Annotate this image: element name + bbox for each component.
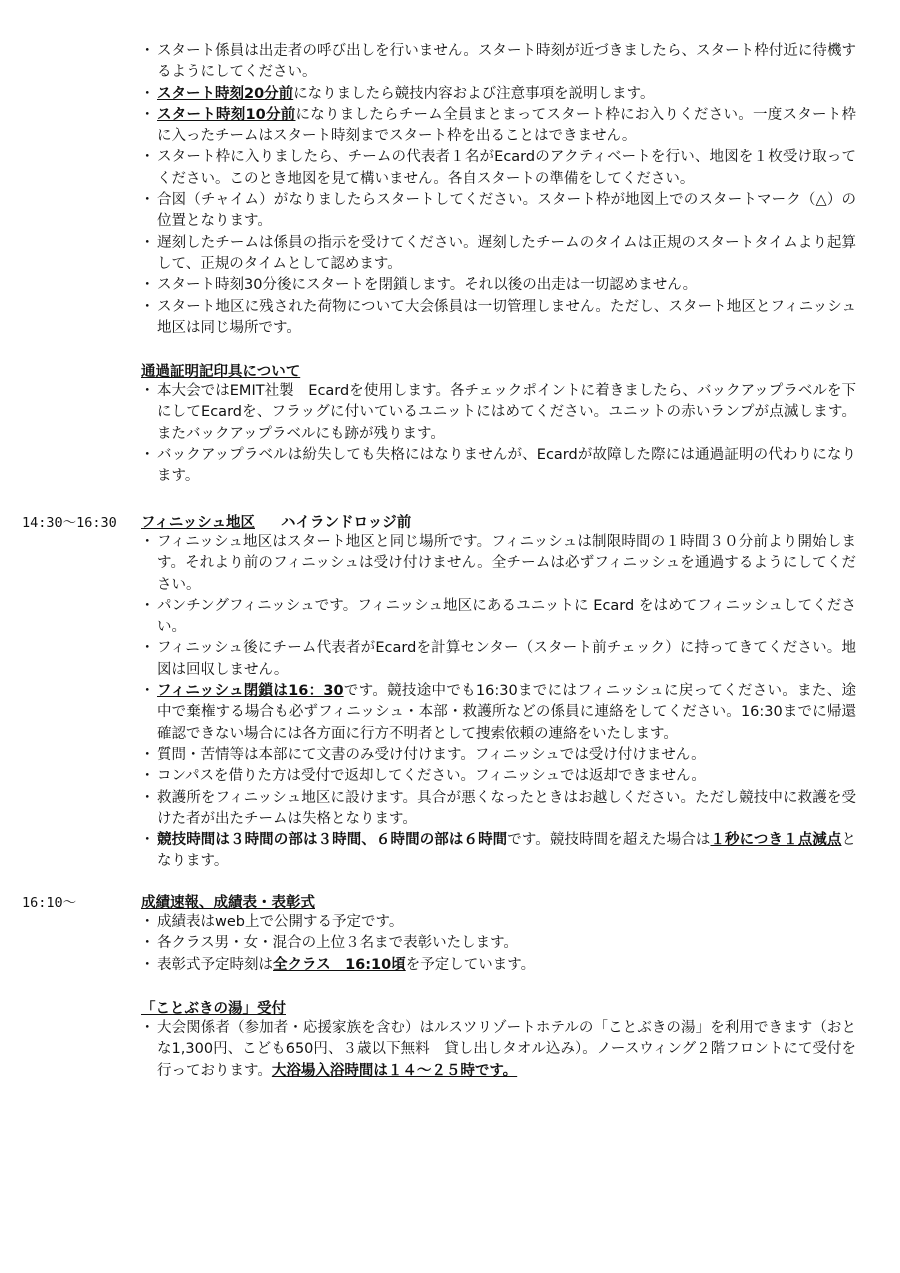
item-text: 本大会ではEMIT社製 Ecardを使用します。各チェックポイントに着きましたら、バックアップラベルを下にしてEcardを、フラッグに付いているユニットにはめてください。ユニットの赤いランプが点滅します。またバックアップラベルにも跡が残ります。 xyxy=(157,383,856,442)
list-item xyxy=(141,1018,856,1082)
item-text: バックアップラベルは紛失しても失格にはなりませんが、Ecardが故障した際には通過証明の代わりになります。 xyxy=(157,446,856,485)
item-text: コンパスを借りた方は受付で返却してください。フィニッシュでは返却できません。 xyxy=(157,768,706,785)
item-text: スタート時刻30分後にスタートを閉鎖します。それ以後の出走は一切認めません。 xyxy=(157,277,698,294)
list-item xyxy=(141,830,856,873)
item-text: パンチングフィニッシュです。フィニッシュ地区にあるユニットに Ecard をはめてフィニッシュしてください。 xyxy=(157,597,856,636)
results-time: 16:10〜 xyxy=(22,895,77,911)
finish-location: ハイランドロッジ前 xyxy=(280,515,412,531)
list-item xyxy=(141,297,856,340)
list-item xyxy=(141,681,856,745)
finish-heading xyxy=(141,511,411,532)
list-item xyxy=(141,766,856,787)
emphasis-text: 全クラス 16:10頃 xyxy=(273,956,406,973)
item-text: 成績表はweb上で公開する予定です。 xyxy=(157,914,404,930)
item-text: になりましたら競技内容および注意事項を説明します。 xyxy=(293,85,655,102)
item-text: フィニッシュ後にチーム代表者がEcardを計算センター（スタート前チェック）に持ってきてください。地図は回収しません。 xyxy=(157,640,856,678)
list-item xyxy=(141,381,856,445)
bath-heading: 「ことぶきの湯」受付 xyxy=(141,1001,286,1017)
item-text: となります。 xyxy=(157,832,856,870)
list-item xyxy=(141,41,856,84)
list-item xyxy=(141,233,856,276)
finish-time: 14:30〜16:30 xyxy=(22,515,117,531)
list-item xyxy=(141,745,856,766)
item-text: 表彰式予定時刻は xyxy=(157,956,273,973)
emphasis-text: スタート時刻20分前 xyxy=(157,85,294,102)
finish-list xyxy=(141,532,856,873)
emphasis-text: スタート時刻10分前 xyxy=(157,106,296,123)
item-text: 合図（チャイム）がなりましたらスタートしてください。スタート枠が地図上でのスタートマーク（△）の位置となります。 xyxy=(157,192,856,230)
item-text: 各クラス男・女・混合の上位３名まで表彰いたします。 xyxy=(157,935,518,952)
item-text: です。競技途中でも16:30までにはフィニッシュに戻ってください。また、途中で棄権する場合も必ずフィニッシュ・本部・救護所などの係員に連絡をしてください。16:30までに帰還確認できない場合には各方面に行方不明者として捜索依頼の連絡をいたします。 xyxy=(157,683,857,742)
emphasis-text: １秒につき１点減点 xyxy=(710,832,842,849)
bath-list xyxy=(141,1018,856,1082)
list-item xyxy=(141,147,856,190)
list-item xyxy=(141,788,856,831)
list-item xyxy=(141,105,856,148)
list-item xyxy=(141,912,856,933)
item-text: 質問・苦情等は本部にて文書のみ受け付けます。フィニッシュでは受け付けません。 xyxy=(157,746,706,763)
item-text: を予定しています。 xyxy=(405,956,536,973)
results-heading: 成績速報、成績表・表彰式 xyxy=(141,895,315,911)
item-text: 大会関係者（参加者・応援家族を含む）はルスツリゾートホテルの「ことぶきの湯」を利用できます（おとな1,300円、こども650円、３歳以下無料 貸し出しタオル込み）。ノースウィング２階フロントにて受付を行っております。 xyxy=(157,1020,856,1079)
list-item xyxy=(141,275,856,296)
list-item xyxy=(141,190,856,233)
finish-heading-title: フィニッシュ地区 xyxy=(141,515,255,531)
emphasis-text: フィニッシュ閉鎖は16：30 xyxy=(157,683,344,700)
list-item xyxy=(141,933,856,954)
list-item xyxy=(141,445,856,488)
item-text: になりましたらチーム全員まとまってスタート枠にお入りください。一度スタート枠に入ったチームはスタート時刻までスタート枠を出ることはできません。 xyxy=(157,106,856,145)
list-item xyxy=(141,638,856,681)
start-list xyxy=(141,41,856,339)
list-item xyxy=(141,596,856,639)
results-list xyxy=(141,912,856,976)
punching-list xyxy=(141,381,856,487)
item-text: スタート枠に入りましたら、チームの代表者１名がEcardのアクティベートを行い、地図を１枚受け取ってください。このとき地図を見て構いません。各自スタートの準備をしてください。 xyxy=(157,149,856,187)
item-text: です。競技時間を超えた場合は xyxy=(507,832,711,849)
emphasis-text: 競技時間は３時間の部は３時間、６時間の部は６時間 xyxy=(157,832,508,849)
item-text: スタート地区に残された荷物について大会係員は一切管理しません。ただし、スタート地区とフィニッシュ地区は同じ場所です。 xyxy=(157,298,856,336)
list-item xyxy=(141,84,856,105)
item-text: フィニッシュ地区はスタート地区と同じ場所です。フィニッシュは制限時間の１時間３０分前より開始します。それより前のフィニッシュは受け付けません。全チームは必ずフィニッシュを通過するようにしてください。 xyxy=(157,534,856,593)
list-item xyxy=(141,532,856,596)
punching-heading: 通過証明記印具について xyxy=(141,364,301,380)
item-text: 遅刻したチームは係員の指示を受けてください。遅刻したチームのタイムは正規のスタートタイムより起算して、正規のタイムとして認めます。 xyxy=(157,234,856,272)
emphasis-text: 大浴場入浴時間は１４〜２５時です。 xyxy=(271,1062,518,1079)
list-item xyxy=(141,955,856,976)
item-text: スタート係員は出走者の呼び出しを行いません。スタート時刻が近づきましたら、スタート枠付近に待機するようにしてください。 xyxy=(157,43,856,81)
item-text: 救護所をフィニッシュ地区に設けます。具合が悪くなったときはお越しください。ただし競技中に救護を受けた者が出たチームは失格となります。 xyxy=(157,789,856,827)
